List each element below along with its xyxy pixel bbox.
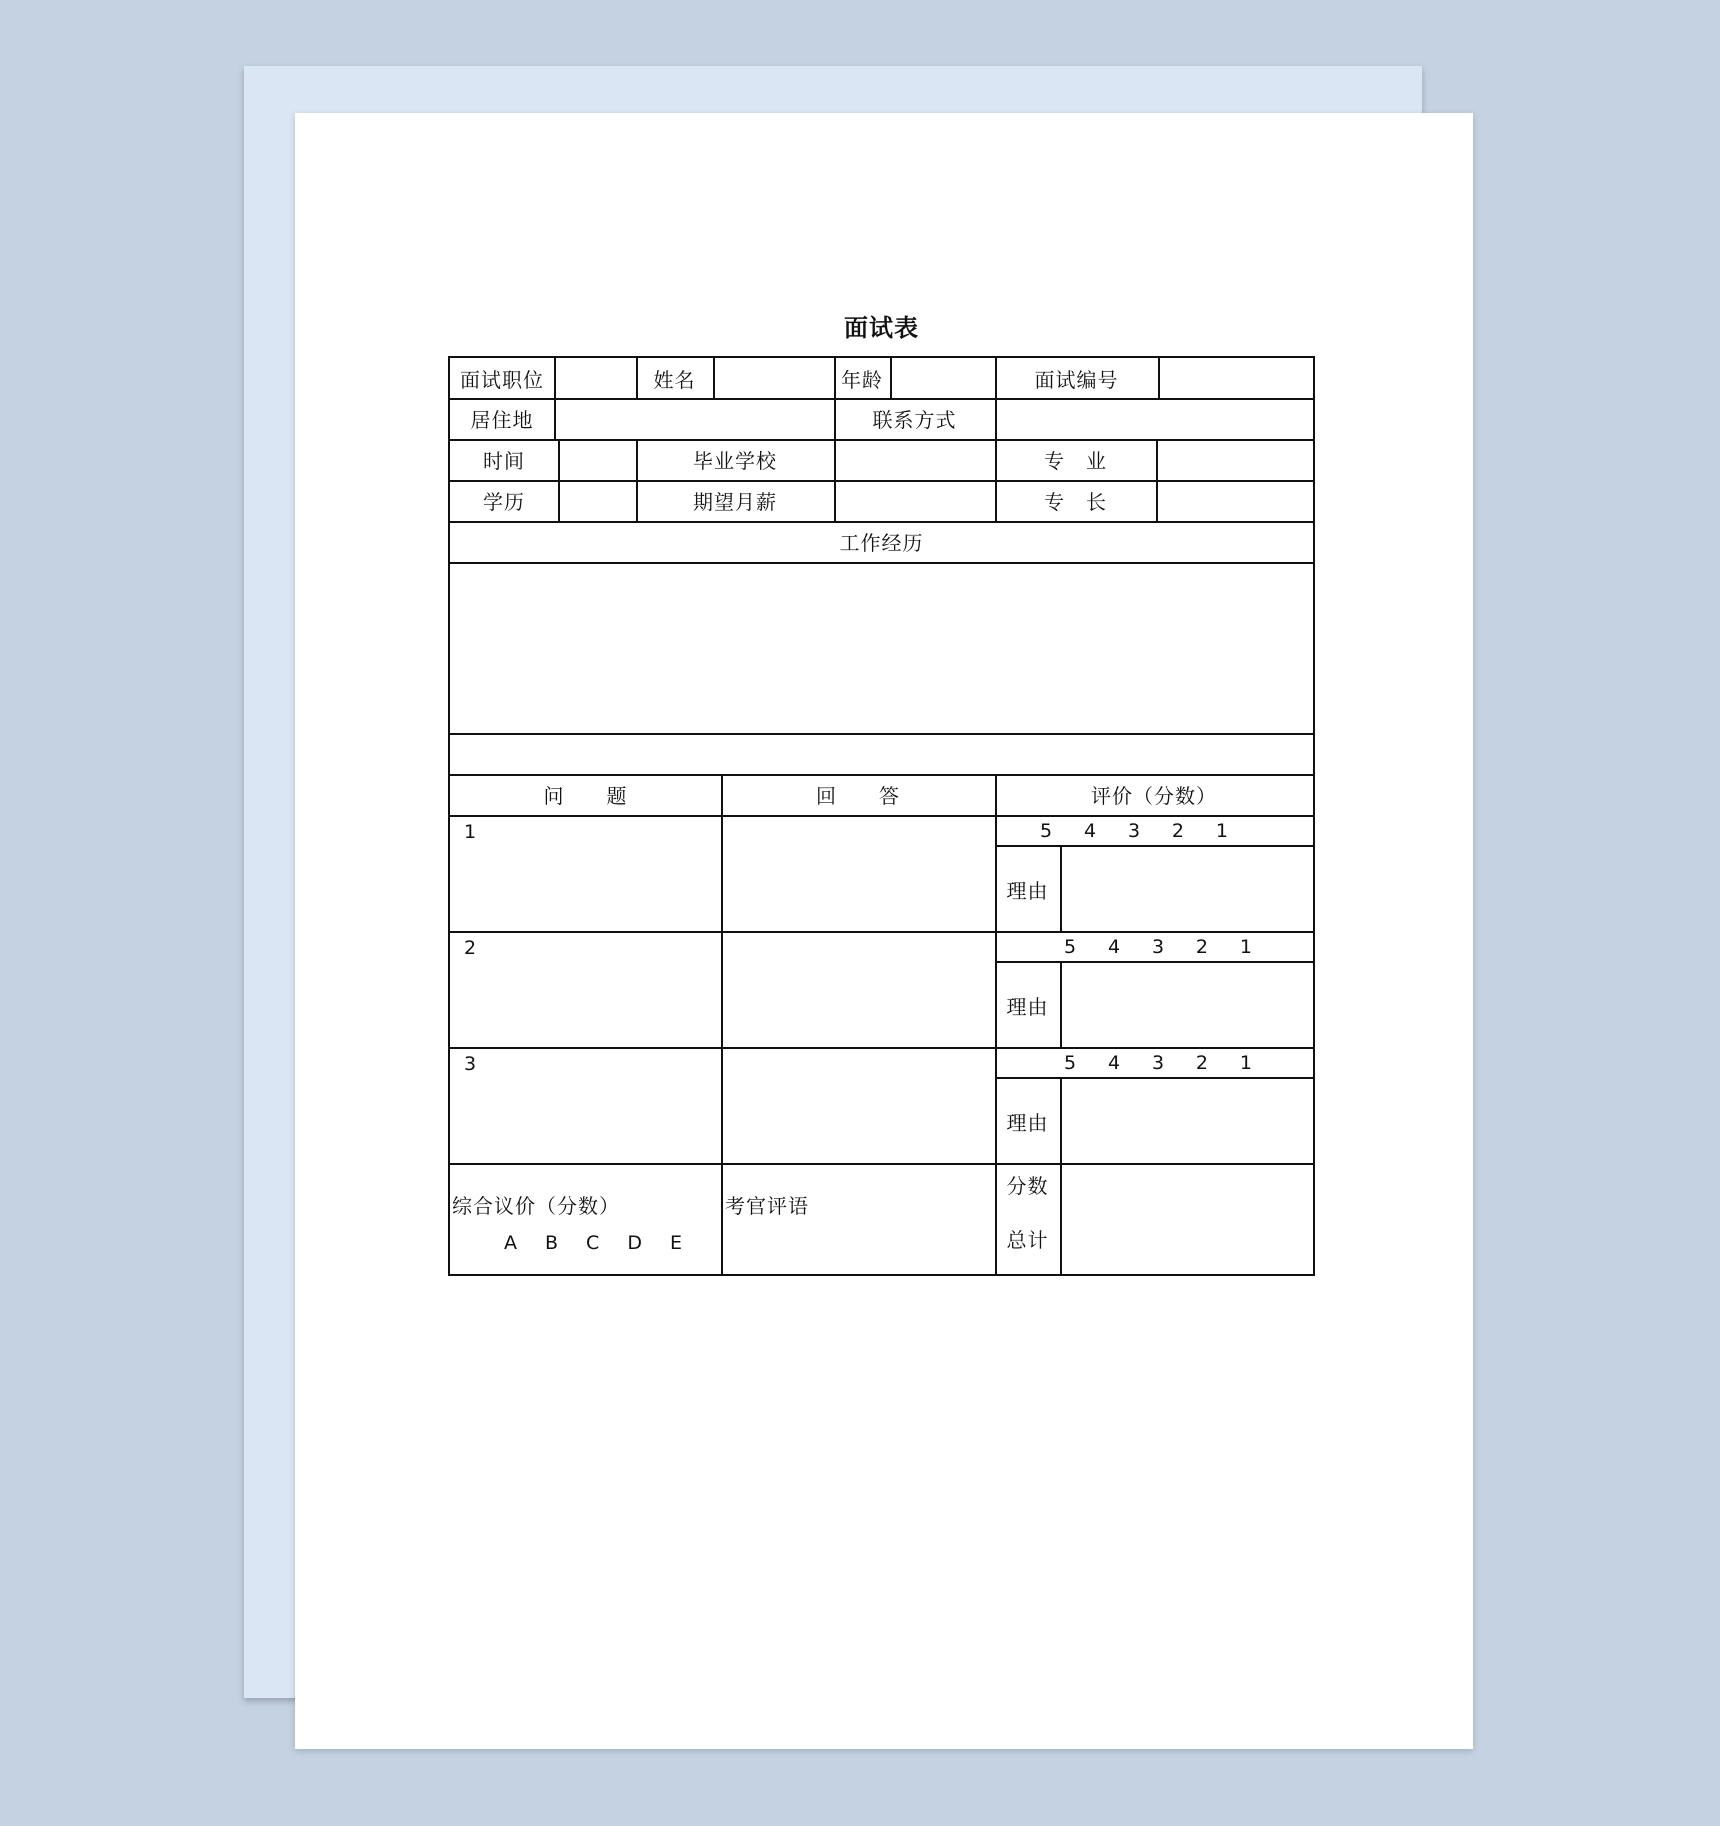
examiner-comment-label: 考官评语 xyxy=(725,1193,809,1218)
label-name: 姓名 xyxy=(653,367,696,392)
score-option[interactable]: 3 xyxy=(1151,1052,1165,1074)
score-total-label-2: 总计 xyxy=(1006,1227,1049,1252)
education-field[interactable] xyxy=(560,480,636,521)
blank-row[interactable] xyxy=(450,735,1313,774)
label-major: 专 业 xyxy=(1044,449,1107,473)
question-header: 问 题 xyxy=(543,784,628,808)
score-option[interactable]: 2 xyxy=(1171,820,1184,842)
major-field[interactable] xyxy=(1158,439,1313,480)
grade-options[interactable] xyxy=(504,1232,682,1254)
salary-field[interactable] xyxy=(836,480,995,521)
grade-option[interactable]: D xyxy=(627,1232,642,1254)
evaluation-header: 评价（分数） xyxy=(1091,784,1217,808)
reason-label: 理由 xyxy=(1006,878,1049,903)
time-field[interactable] xyxy=(560,439,636,480)
score-option[interactable]: 1 xyxy=(1215,820,1228,842)
score-total-label-1: 分数 xyxy=(1006,1173,1049,1198)
grade-option[interactable]: B xyxy=(545,1232,559,1254)
score-option[interactable]: 4 xyxy=(1083,820,1097,842)
score-option[interactable]: 4 xyxy=(1107,1052,1121,1074)
specialty-field[interactable] xyxy=(1158,480,1313,521)
question-number: 1 xyxy=(464,821,477,843)
label-interview-no: 面试编号 xyxy=(1034,367,1119,392)
label-age: 年龄 xyxy=(841,367,883,392)
school-field[interactable] xyxy=(836,439,995,480)
label-salary: 期望月薪 xyxy=(693,490,777,514)
contact-field[interactable] xyxy=(997,398,1313,439)
interview-form-table xyxy=(448,356,1315,1276)
score-option[interactable]: 5 xyxy=(1064,1052,1077,1074)
grade-option[interactable]: C xyxy=(586,1232,600,1254)
score-total-field[interactable] xyxy=(1062,1165,1313,1274)
score-option[interactable]: 1 xyxy=(1239,1052,1252,1074)
label-residence: 居住地 xyxy=(470,408,534,432)
reason-label: 理由 xyxy=(1006,994,1049,1019)
score-options[interactable] xyxy=(1064,1052,1252,1074)
question-number: 2 xyxy=(464,937,477,959)
label-specialty: 专 长 xyxy=(1044,490,1107,514)
score-option[interactable]: 2 xyxy=(1195,1052,1208,1074)
question-number: 3 xyxy=(464,1053,477,1075)
label-contact: 联系方式 xyxy=(872,408,957,432)
label-school: 毕业学校 xyxy=(693,449,777,473)
score-option[interactable]: 1 xyxy=(1239,936,1252,958)
interview-no-field[interactable] xyxy=(1160,358,1313,398)
score-option[interactable]: 5 xyxy=(1040,820,1053,842)
label-education: 学历 xyxy=(483,490,525,514)
grade-option[interactable]: E xyxy=(669,1232,682,1254)
reason-label: 理由 xyxy=(1006,1110,1049,1135)
age-field[interactable] xyxy=(892,358,995,398)
overall-label: 综合议价（分数） xyxy=(452,1193,620,1218)
score-option[interactable]: 2 xyxy=(1195,936,1208,958)
label-position: 面试职位 xyxy=(460,367,544,392)
score-option[interactable]: 5 xyxy=(1064,936,1077,958)
residence-field[interactable] xyxy=(556,398,834,439)
form-title: 面试表 xyxy=(844,313,919,342)
score-options[interactable] xyxy=(1064,936,1252,958)
work-history-field[interactable] xyxy=(450,564,1313,733)
position-field[interactable] xyxy=(556,358,636,398)
score-option[interactable]: 4 xyxy=(1107,936,1121,958)
name-field[interactable] xyxy=(715,358,834,398)
score-option[interactable]: 3 xyxy=(1151,936,1165,958)
label-work-history: 工作经历 xyxy=(839,531,924,555)
grade-option[interactable]: A xyxy=(504,1232,517,1254)
score-options[interactable] xyxy=(1040,820,1228,842)
label-time: 时间 xyxy=(483,449,525,473)
answer-header: 回 答 xyxy=(816,784,900,808)
score-option[interactable]: 3 xyxy=(1127,820,1141,842)
